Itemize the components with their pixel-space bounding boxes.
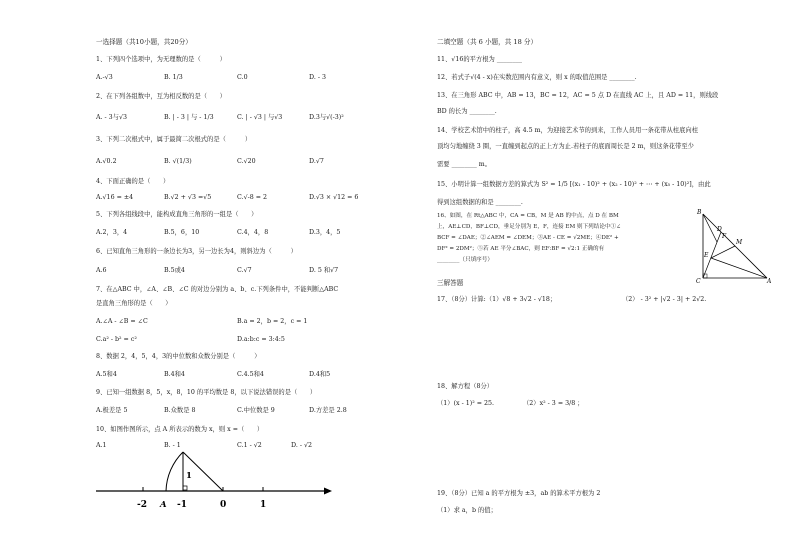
q5-option-d[interactable]: D.3，4，5 bbox=[309, 229, 341, 236]
section-2-heading: 二填空题（共 6 小题，共 18 分） bbox=[437, 38, 538, 46]
q1-option-c[interactable]: C.0 bbox=[237, 74, 248, 81]
question-15: 15、小明计算一组数据方差的算式为 S² = 1/5 [(x₁ - 10)² + (x₂ - 10)² + ⋯ + (x₅ - 10)²]，由此 bbox=[437, 181, 711, 188]
label-m: M bbox=[736, 239, 743, 246]
q8-option-d[interactable]: D.4和5 bbox=[309, 371, 331, 378]
q4-option-c[interactable]: C.√-8 = 2 bbox=[237, 194, 268, 201]
label-f: F bbox=[722, 233, 727, 240]
section-1-heading: 一选择题（共10小题，共20分） bbox=[96, 38, 192, 46]
q10-option-a[interactable]: A.1 bbox=[96, 442, 107, 449]
q5-option-b[interactable]: B.5，6，10 bbox=[164, 229, 200, 236]
question-2-stem: 2、在下列各组数中，互为相反数的是（ ） bbox=[96, 93, 226, 100]
tick-label-neg1: -1 bbox=[177, 500, 187, 510]
q2-option-a[interactable]: A. - 3与√3 bbox=[96, 114, 128, 121]
question-17-part2: （2） - 3² + |√2 - 3| + 2√2. bbox=[622, 296, 707, 303]
question-1-stem: 1、下列四个选项中，为无理数的是（ ） bbox=[96, 56, 226, 63]
question-15-cont: 得到这组数据的和是 ________. bbox=[437, 199, 523, 206]
question-16-cont3: DF² = 2DM²；⑤若 AE 平分∠BAC，则 EF:BF = √2:1 正确的有 bbox=[437, 246, 605, 252]
q7-option-c[interactable]: C.a² - b² = c² bbox=[96, 336, 137, 343]
q6-option-d[interactable]: D. 5 和√7 bbox=[309, 267, 339, 274]
question-17-part1: 17、（8分）计算:（1）√8 + 3√2 - √18； bbox=[437, 296, 557, 303]
question-14: 14、学校艺术馆中的柱子，高 4.5 m，为迎接艺术节的到来，工作人员用一条花带从柱底向柱 bbox=[437, 127, 698, 134]
question-16-cont4: ________（只填序号） bbox=[437, 257, 493, 263]
question-11: 11、√16的平方根为 ________ bbox=[437, 56, 523, 63]
q9-option-c[interactable]: C.中位数是 9 bbox=[237, 407, 275, 414]
label-c: C bbox=[696, 278, 701, 284]
q6-option-c[interactable]: C.√7 bbox=[237, 267, 252, 274]
question-6-stem: 6、已知直角三角形的一条边长为3，另一边长为4，则斜边为（ ） bbox=[96, 248, 297, 255]
q1-option-a[interactable]: A.-√3 bbox=[96, 74, 113, 81]
question-8-stem: 8、数据 2，4，5，4，3的中位数和众数分别是（ ） bbox=[96, 353, 261, 360]
question-13: 13、在三角形 ABC 中，AB = 13，BC = 12，AC = 5 点 D 在直线 AC 上，且 AD = 11，则线段 bbox=[437, 92, 719, 99]
section-3-heading: 三解答题 bbox=[437, 279, 464, 287]
q10-option-d[interactable]: D. - √2 bbox=[291, 442, 312, 449]
q4-option-b[interactable]: B.√2 + √3 =√5 bbox=[164, 194, 212, 201]
q3-option-d[interactable]: D.√7 bbox=[309, 158, 324, 165]
q3-option-c[interactable]: C.√20 bbox=[237, 158, 256, 165]
label-d: D bbox=[717, 226, 722, 233]
q9-option-d[interactable]: D.方差是 2.8 bbox=[309, 407, 347, 414]
segment-length-label: 1 bbox=[186, 471, 192, 481]
q4-option-d[interactable]: D.√3 × √12 = 6 bbox=[309, 194, 359, 201]
q5-option-a[interactable]: A.2，3，4 bbox=[96, 229, 128, 236]
question-18: 18、解方程（8分） bbox=[437, 383, 494, 390]
q3-option-a[interactable]: A.√0.2 bbox=[96, 158, 117, 165]
q2-option-b[interactable]: B. | - 3 | 与 - 1/3 bbox=[164, 114, 214, 121]
right-angle-mark bbox=[183, 486, 187, 490]
q1-option-b[interactable]: B. 1/3 bbox=[164, 74, 183, 81]
q7-option-d[interactable]: D.a:b:c = 3:4:5 bbox=[237, 336, 285, 343]
segment-ae bbox=[711, 258, 767, 278]
q2-option-d[interactable]: D.3与√(-3)² bbox=[309, 114, 344, 121]
tick-label-neg2: -2 bbox=[137, 500, 147, 510]
q10-option-c[interactable]: C.1 - √2 bbox=[237, 442, 262, 449]
q9-option-b[interactable]: B.众数是 8 bbox=[164, 407, 196, 414]
q4-option-a[interactable]: A.√16 = ±4 bbox=[96, 194, 134, 201]
number-line-figure bbox=[96, 448, 336, 520]
question-14-cont: 顶均匀地缠绕 3 圈，一直缠到起点的正上方为止.若柱子的底面周长是 2 m，则这条花带至少 bbox=[437, 143, 694, 150]
q10-option-b[interactable]: B. - 1 bbox=[164, 442, 181, 449]
question-19-part1: （1）求 a，b 的值； bbox=[437, 507, 497, 514]
tick-label-1: 1 bbox=[260, 500, 267, 510]
q8-option-b[interactable]: B.4和4 bbox=[164, 371, 185, 378]
question-3-stem: 3、下列二次根式中，属于最简二次根式的是（ ） bbox=[96, 136, 252, 143]
question-13-cont: BD 的长为 ________. bbox=[437, 108, 497, 115]
label-b: B bbox=[697, 209, 702, 216]
q3-option-b[interactable]: B. √(1/3) bbox=[164, 158, 192, 165]
q6-option-b[interactable]: B.5或4 bbox=[164, 267, 185, 274]
question-7-stem: 7、在△ABC 中，∠A、∠B、∠C 的对边分别为 a、b、c.下列条件中，不能判断△ABC bbox=[96, 286, 339, 293]
point-a-label: A bbox=[160, 500, 167, 510]
question-14-cont2: 需要 ________ m。 bbox=[437, 161, 492, 168]
question-12: 12、若式子√(4 - x)在实数范围内有意义，则 x 的取值范围是 ________. bbox=[437, 74, 637, 81]
tick-label-0: 0 bbox=[220, 500, 227, 510]
question-4-stem: 4、下面正确的是（ ） bbox=[96, 178, 170, 185]
q6-option-a[interactable]: A.6 bbox=[96, 267, 107, 274]
question-16-cont1: 上，AE⊥CD，BF⊥CD，垂足分别为 E，F，连接 EM 则下列结论中①∠ bbox=[437, 224, 621, 230]
question-10-stem: 10、如图作图所示，点 A 所表示的数为 x，则 x =（ ） bbox=[96, 426, 264, 433]
q8-option-c[interactable]: C.4.5和4 bbox=[237, 371, 264, 378]
q9-option-a[interactable]: A.极差是 5 bbox=[96, 407, 128, 414]
q1-option-d[interactable]: D. - 3 bbox=[309, 74, 326, 81]
question-7-stem-cont: 是直角三角形的是（ ） bbox=[96, 300, 172, 307]
question-9-stem: 9、已知一组数据 8，5，x，8，10 的平均数是 8，以下说法错误的是（ ） bbox=[96, 389, 317, 396]
question-5-stem: 5、下列各组线段中，能构成直角三角形的一组是（ ） bbox=[96, 211, 258, 218]
question-19: 19、（8分）已知 a 的平方根为 ±3，ab 的算术平方根为 2 bbox=[437, 490, 601, 497]
number-line-arrow bbox=[324, 488, 332, 495]
q5-option-c[interactable]: C.4，4，8 bbox=[237, 229, 269, 236]
q2-option-c[interactable]: C. | - √3 | 与√3 bbox=[237, 114, 283, 121]
triangle-figure bbox=[695, 208, 773, 284]
q7-option-b[interactable]: B.a = 2，b = 2，c = 1 bbox=[237, 318, 308, 325]
compass-arc bbox=[166, 452, 183, 491]
q8-option-a[interactable]: A.5和4 bbox=[96, 371, 117, 378]
question-16: 16、如图，在 Rt△ABC 中，CA = CB，M 是 AB 的中点，点 D 在 BM bbox=[437, 213, 619, 219]
segment-bf bbox=[703, 214, 717, 242]
question-16-cont2: BCF = ∠DAE；②∠AEM = ∠DEM；③AE - CE = √2ME；④DE² + bbox=[437, 235, 619, 241]
label-e: E bbox=[704, 252, 709, 259]
label-a: A bbox=[767, 278, 772, 284]
q7-option-a[interactable]: A.∠A - ∠B = ∠C bbox=[96, 318, 148, 325]
question-18-part2: （2）x² - 3 = 3/8 ； bbox=[523, 400, 584, 407]
question-18-part1: （1）(x - 1)² = 25. bbox=[437, 400, 495, 407]
